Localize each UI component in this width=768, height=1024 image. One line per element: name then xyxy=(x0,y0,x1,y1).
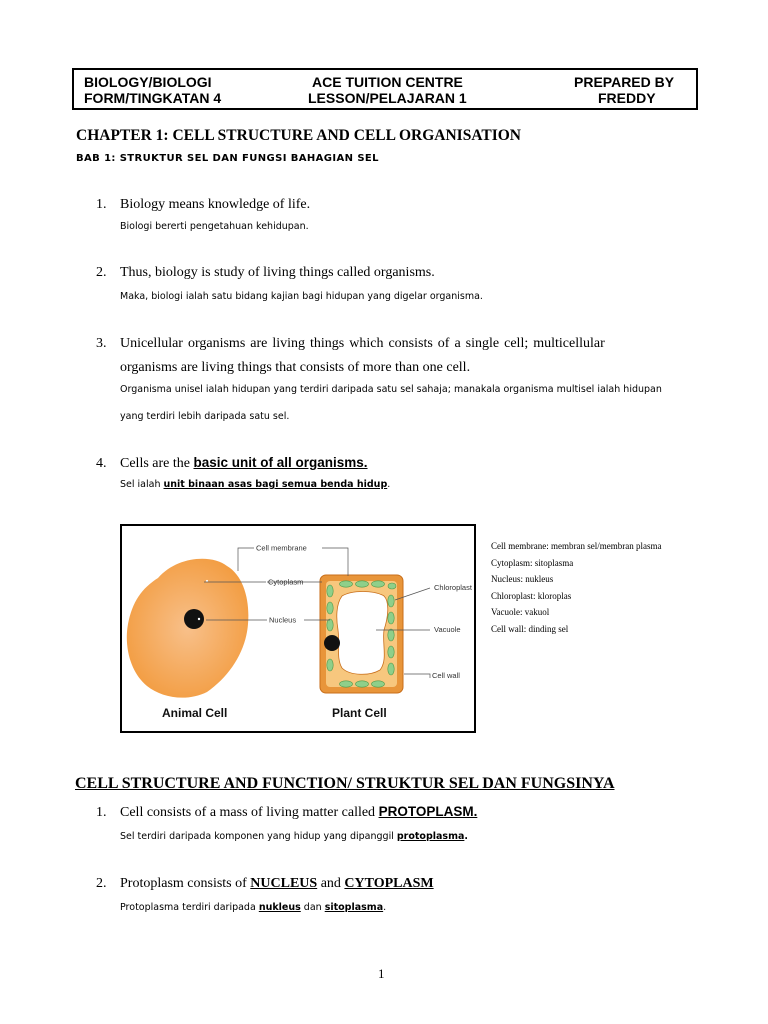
point-4-text xyxy=(120,455,368,472)
legend-item: Nucleus: nukleus xyxy=(491,574,554,584)
caption-plant-cell: Plant Cell xyxy=(332,706,387,720)
legend-item: Cytoplasm: sitoplasma xyxy=(491,557,574,568)
chapter-subtitle: BAB 1: STRUKTUR SEL DAN FUNGSI BAHAGIAN SEL xyxy=(76,153,379,164)
point-4-emphasis: basic unit of all organisms. xyxy=(193,455,368,470)
diagram-legend xyxy=(491,538,661,637)
point-3-text-line1: Unicellular organisms are living things which consists of a single cell; multicellular xyxy=(120,336,605,351)
cell-diagram-figure xyxy=(122,526,474,731)
section-2-point-2-ms-prefix: Protoplasma terdiri daripada xyxy=(120,902,259,913)
point-3-translation-line2: yang terdiri lebih daripada satu sel. xyxy=(120,411,290,422)
header-box xyxy=(72,68,698,110)
page-number: 1 xyxy=(378,966,385,981)
point-4-translation xyxy=(120,479,390,490)
section-2-point-1-prefix: Cell consists of a mass of living matter called xyxy=(120,805,379,820)
legend-item: Chloroplast: kloroplas xyxy=(491,590,572,601)
header-subject: BIOLOGY/BIOLOGI xyxy=(84,74,212,90)
point-4-prefix: Cells are the xyxy=(120,456,194,471)
legend-item: Cell membrane: membran sel/membran plasma xyxy=(491,541,662,551)
point-3-number: 3. xyxy=(96,336,107,351)
section-2-title: CELL STRUCTURE AND FUNCTION/ STRUKTUR SEL DAN FUNGSINYA xyxy=(75,775,615,792)
section-2-point-1-ms-suffix: . xyxy=(464,831,468,842)
section-2-point-2-text xyxy=(120,876,434,892)
chapter-title: CHAPTER 1: CELL STRUCTURE AND CELL ORGANISATION xyxy=(76,127,521,144)
label-cell-membrane: Cell membrane xyxy=(256,543,307,553)
section-2-point-2-ms-mid: dan xyxy=(300,902,325,913)
plant-vacuole xyxy=(337,592,388,675)
section-2-point-1-ms-prefix: Sel terdiri daripada komponen yang hidup yang dipanggil xyxy=(120,831,397,842)
caption-animal-cell: Animal Cell xyxy=(162,706,228,720)
point-4-ms-suffix: . xyxy=(387,479,391,490)
section-2-point-1-translation xyxy=(120,831,468,842)
section-2-point-1-emphasis: PROTOPLASM. xyxy=(378,804,478,819)
point-4-ms-prefix: Sel ialah xyxy=(120,479,164,490)
point-2-number: 2. xyxy=(96,265,107,280)
point-1-number: 1. xyxy=(96,197,107,212)
legend-item: Cell wall: dinding sel xyxy=(491,623,569,634)
label-cell-wall: Cell wall xyxy=(432,671,460,680)
header-author: FREDDY xyxy=(598,90,656,106)
section-2-point-2-number: 2. xyxy=(96,876,107,891)
section-2-point-2-translation xyxy=(120,902,386,913)
header-prepared: PREPARED BY xyxy=(574,74,675,90)
point-3-translation-line1: Organisma unisel ialah hidupan yang terdiri daripada satu sel sahaja; manakala organisma multisel ialah hidupan xyxy=(120,384,662,395)
section-2-point-2-ms-emphasis-1: nukleus xyxy=(258,902,301,913)
label-chloroplast: Chloroplast xyxy=(434,583,472,592)
animal-cell-body xyxy=(127,559,249,698)
point-4-number: 4. xyxy=(96,456,107,471)
header-centre: ACE TUITION CENTRE xyxy=(312,74,463,90)
point-1-text: Biology means knowledge of life. xyxy=(120,197,311,212)
label-nucleus: Nucleus xyxy=(269,615,297,625)
plant-nucleus xyxy=(324,635,340,651)
section-2-point-1-ms-emphasis: protoplasma xyxy=(396,831,465,842)
section-2-point-2-emphasis-1: NUCLEUS xyxy=(250,876,318,891)
cell-diagram xyxy=(120,524,476,733)
label-cytoplasm: Cytoplasm xyxy=(268,577,304,587)
section-2-point-1-text xyxy=(120,804,477,821)
point-2-text: Thus, biology is study of living things called organisms. xyxy=(120,265,435,280)
header-form: FORM/TINGKATAN 4 xyxy=(84,90,222,106)
section-2-point-2-emphasis-2: CYTOPLASM xyxy=(344,876,434,891)
header-lesson: LESSON/PELAJARAN 1 xyxy=(308,90,467,106)
section-2-point-2-ms-emphasis-2: sitoplasma xyxy=(324,902,384,913)
section-2-point-2-mid: and xyxy=(317,876,345,891)
legend-item: Vacuole: vakuol xyxy=(491,607,550,617)
section-2-point-2-ms-suffix: . xyxy=(383,902,387,913)
label-vacuole: Vacuole xyxy=(434,625,461,634)
point-1-translation: Biologi bererti pengetahuan kehidupan. xyxy=(120,221,309,232)
point-2-translation: Maka, biologi ialah satu bidang kajian bagi hidupan yang digelar organisma. xyxy=(120,291,483,302)
animal-nucleus xyxy=(184,609,204,629)
section-2-point-1-number: 1. xyxy=(96,805,107,820)
point-3-text-line2: organisms are living things that consists of more than one cell. xyxy=(120,360,471,375)
section-2-point-2-prefix: Protoplasm consists of xyxy=(120,876,251,891)
point-4-ms-emphasis: unit binaan asas bagi semua benda hidup xyxy=(163,479,388,490)
